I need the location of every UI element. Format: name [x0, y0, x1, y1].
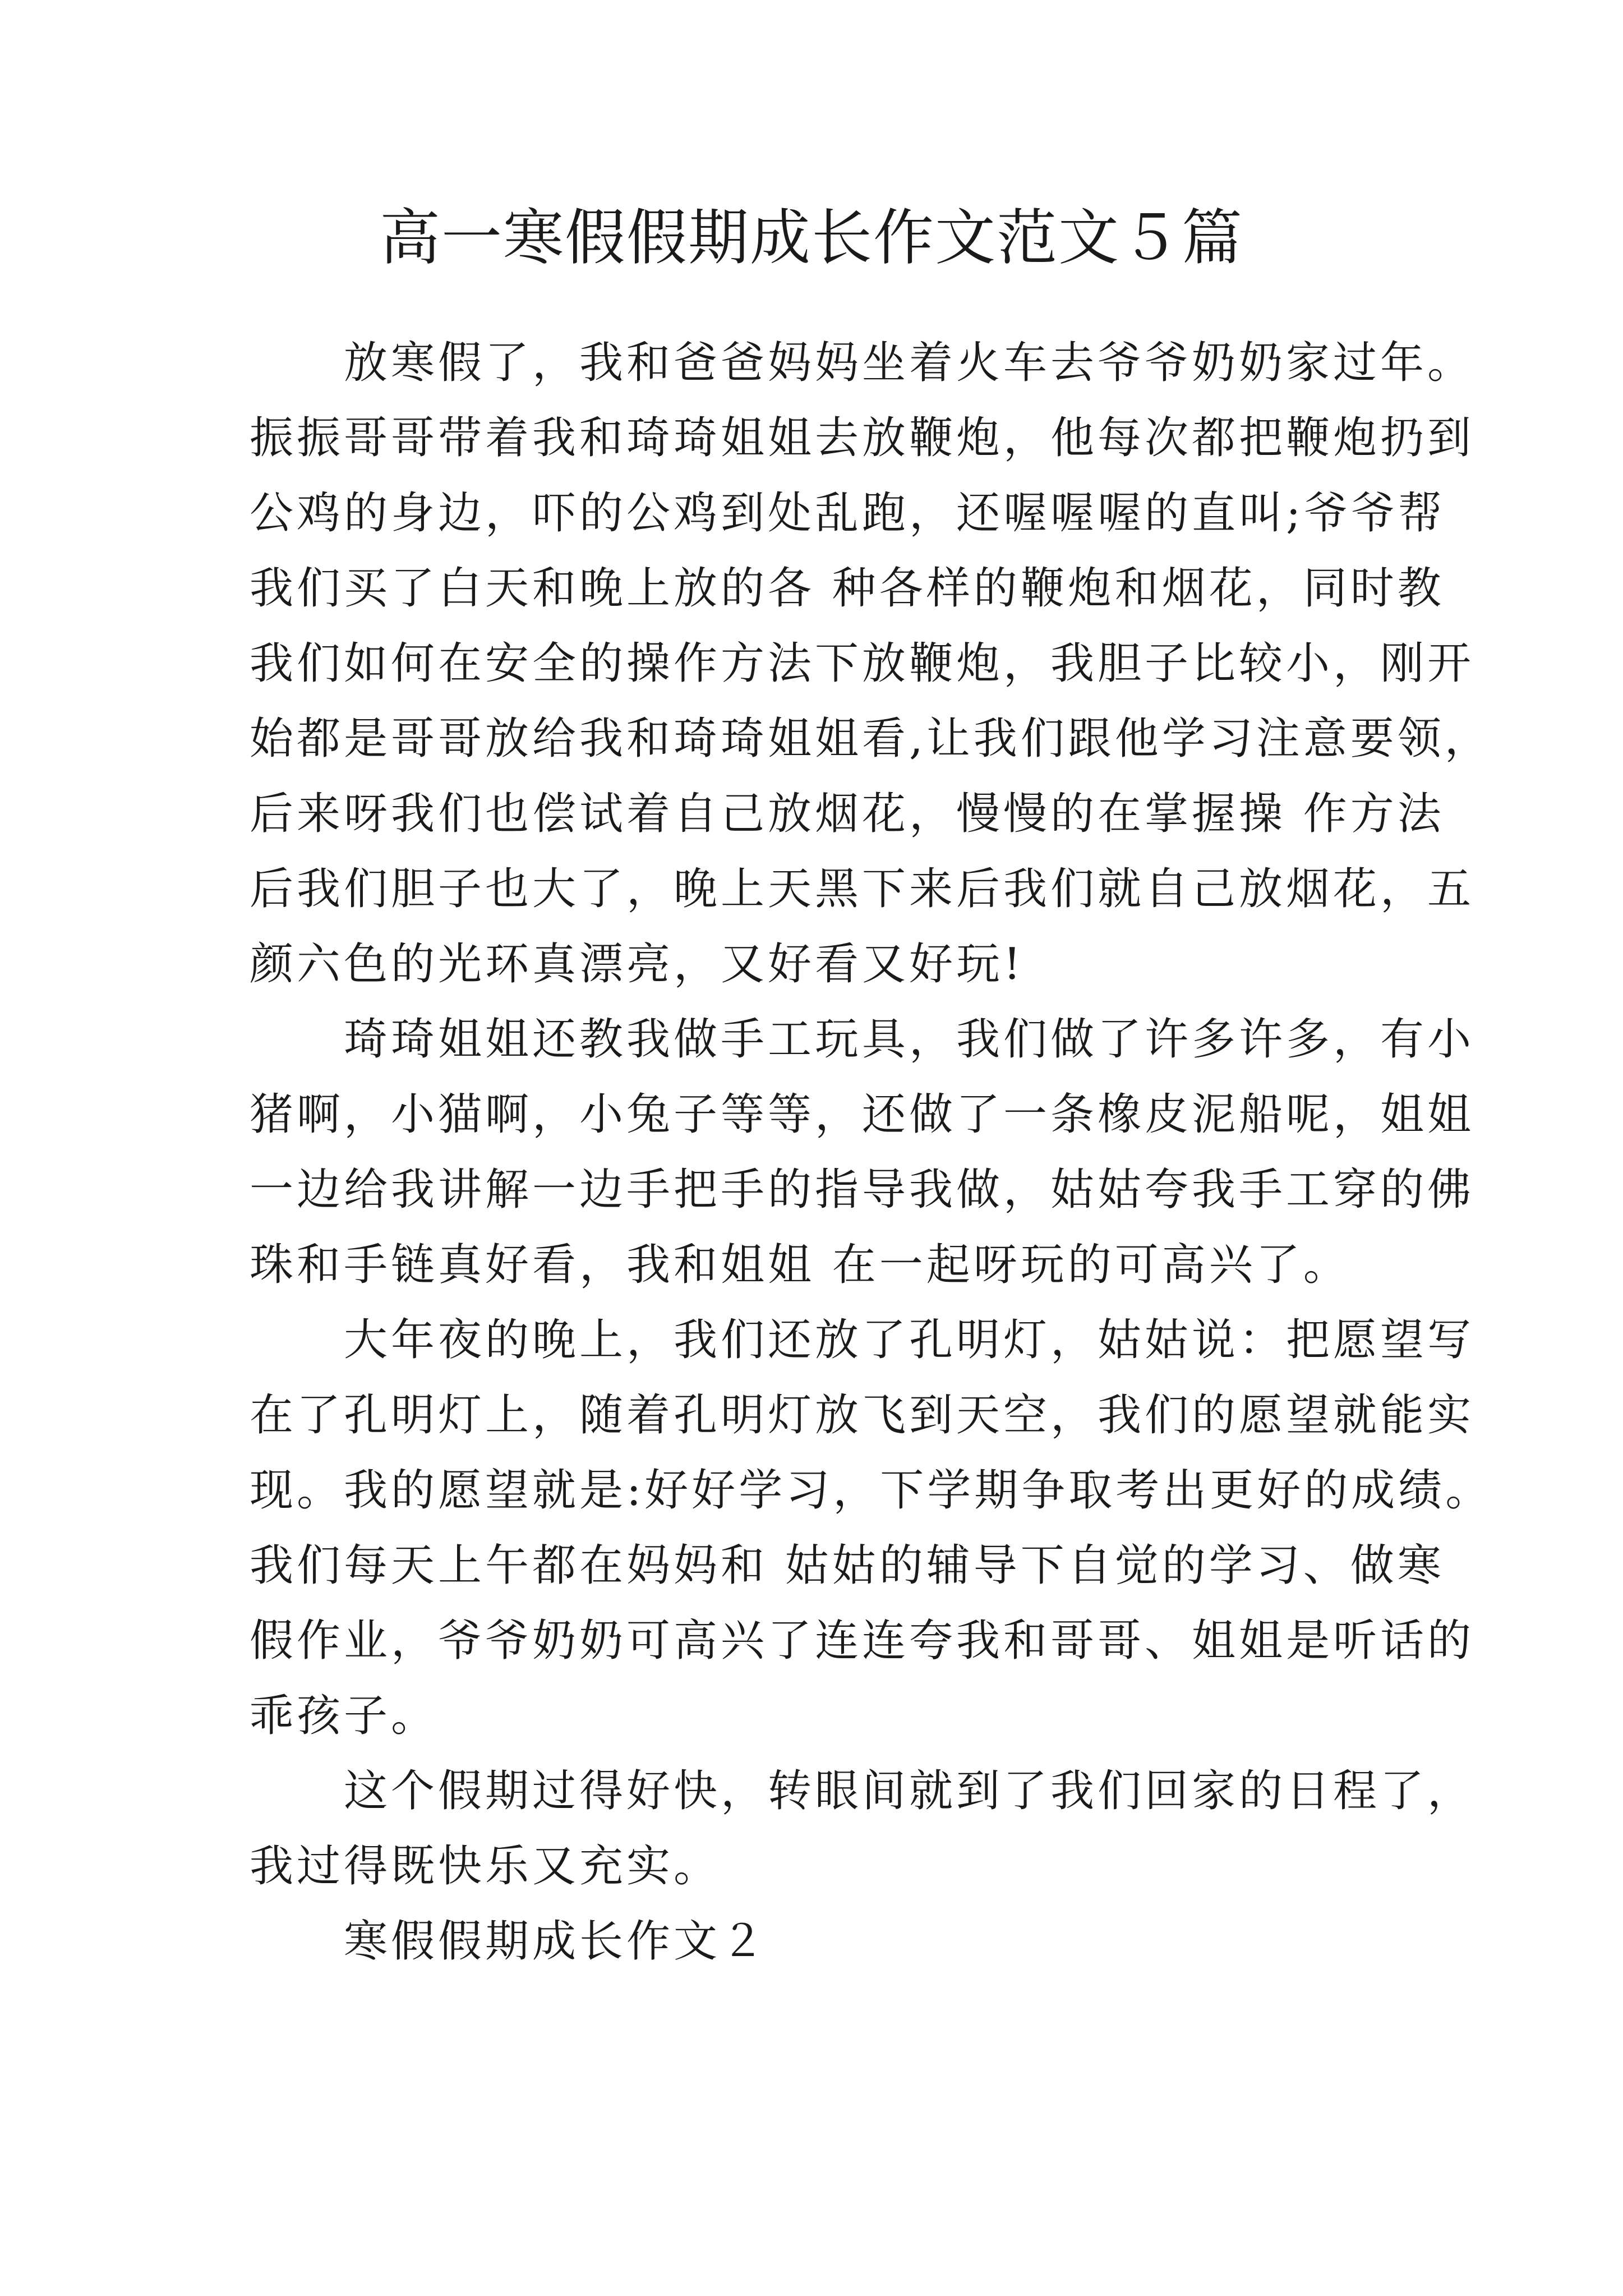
document-title: 高一寒假假期成长作文范文５篇: [379, 203, 1243, 273]
text-line: 乖孩子。: [250, 1691, 439, 1741]
text-line: 寒假假期成长作文２: [250, 1916, 768, 1967]
text-line: 这个假期过得好快，转眼间就到了我们回家的日程了，: [250, 1766, 1475, 1816]
text-line: 假作业，爷爷奶奶可高兴了连连夸我和哥哥、姐姐是听话的: [250, 1616, 1475, 1666]
section-heading: [250, 1904, 1394, 1979]
text-line: 放寒假了，我和爸爸妈妈坐着火车去爷爷奶奶家过年。: [250, 338, 1475, 388]
text-line: 振振哥哥带着我和琦琦姐姐去放鞭炮，他每次都把鞭炮扔到: [250, 413, 1475, 463]
text-line: 珠和手链真好看，我和姐姐 在一起呀玩的可高兴了。: [250, 1240, 1350, 1290]
paragraph-2: [250, 1002, 1475, 1303]
paragraph-1: [250, 325, 1492, 1002]
text-line: 我过得既快乐又充实。: [250, 1841, 721, 1892]
text-line: 颜六色的光环真漂亮，又好看又好玩!: [250, 939, 1025, 990]
text-line: 我们如何在安全的操作方法下放鞭炮，我胆子比较小，刚开: [250, 638, 1475, 689]
text-line: 在了孔明灯上，随着孔明灯放飞到天空，我们的愿望就能实: [250, 1390, 1475, 1441]
text-line: 我们买了白天和晚上放的各 种各样的鞭炮和烟花，同时教: [250, 563, 1445, 614]
text-line: 后我们胆子也大了，晚上天黑下来后我们就自己放烟花，五: [250, 864, 1475, 914]
text-line: 后来呀我们也偿试着自己放烟花，慢慢的在掌握操 作方法: [250, 789, 1445, 839]
document-body: [250, 325, 1493, 1979]
text-line: 一边给我讲解一边手把手的指导我做，姑姑夸我手工穿的佛: [250, 1165, 1475, 1215]
text-line: 现。我的愿望就是:好好学习，下学期争取考出更好的成绩。: [250, 1465, 1493, 1516]
text-line: 大年夜的晚上，我们还放了孔明灯，姑姑说：把愿望写: [250, 1315, 1475, 1365]
text-line: 猪啊，小猫啊，小兔子等等，还做了一条橡皮泥船呢，姐姐: [250, 1089, 1475, 1140]
text-line: 琦琦姐姐还教我做手工玩具，我们做了许多许多，有小: [250, 1014, 1475, 1065]
paragraph-4: [250, 1754, 1475, 1904]
text-line: 我们每天上午都在妈妈和 姑姑的辅导下自觉的学习、做寒: [250, 1540, 1445, 1591]
text-line: 始都是哥哥放给我和琦琦姐姐看,让我们跟他学习注意要领，: [250, 714, 1492, 764]
paragraph-3: [250, 1303, 1493, 1754]
text-line: 公鸡的身边，吓的公鸡到处乱跑，还喔喔喔的直叫;爷爷帮: [250, 488, 1446, 539]
